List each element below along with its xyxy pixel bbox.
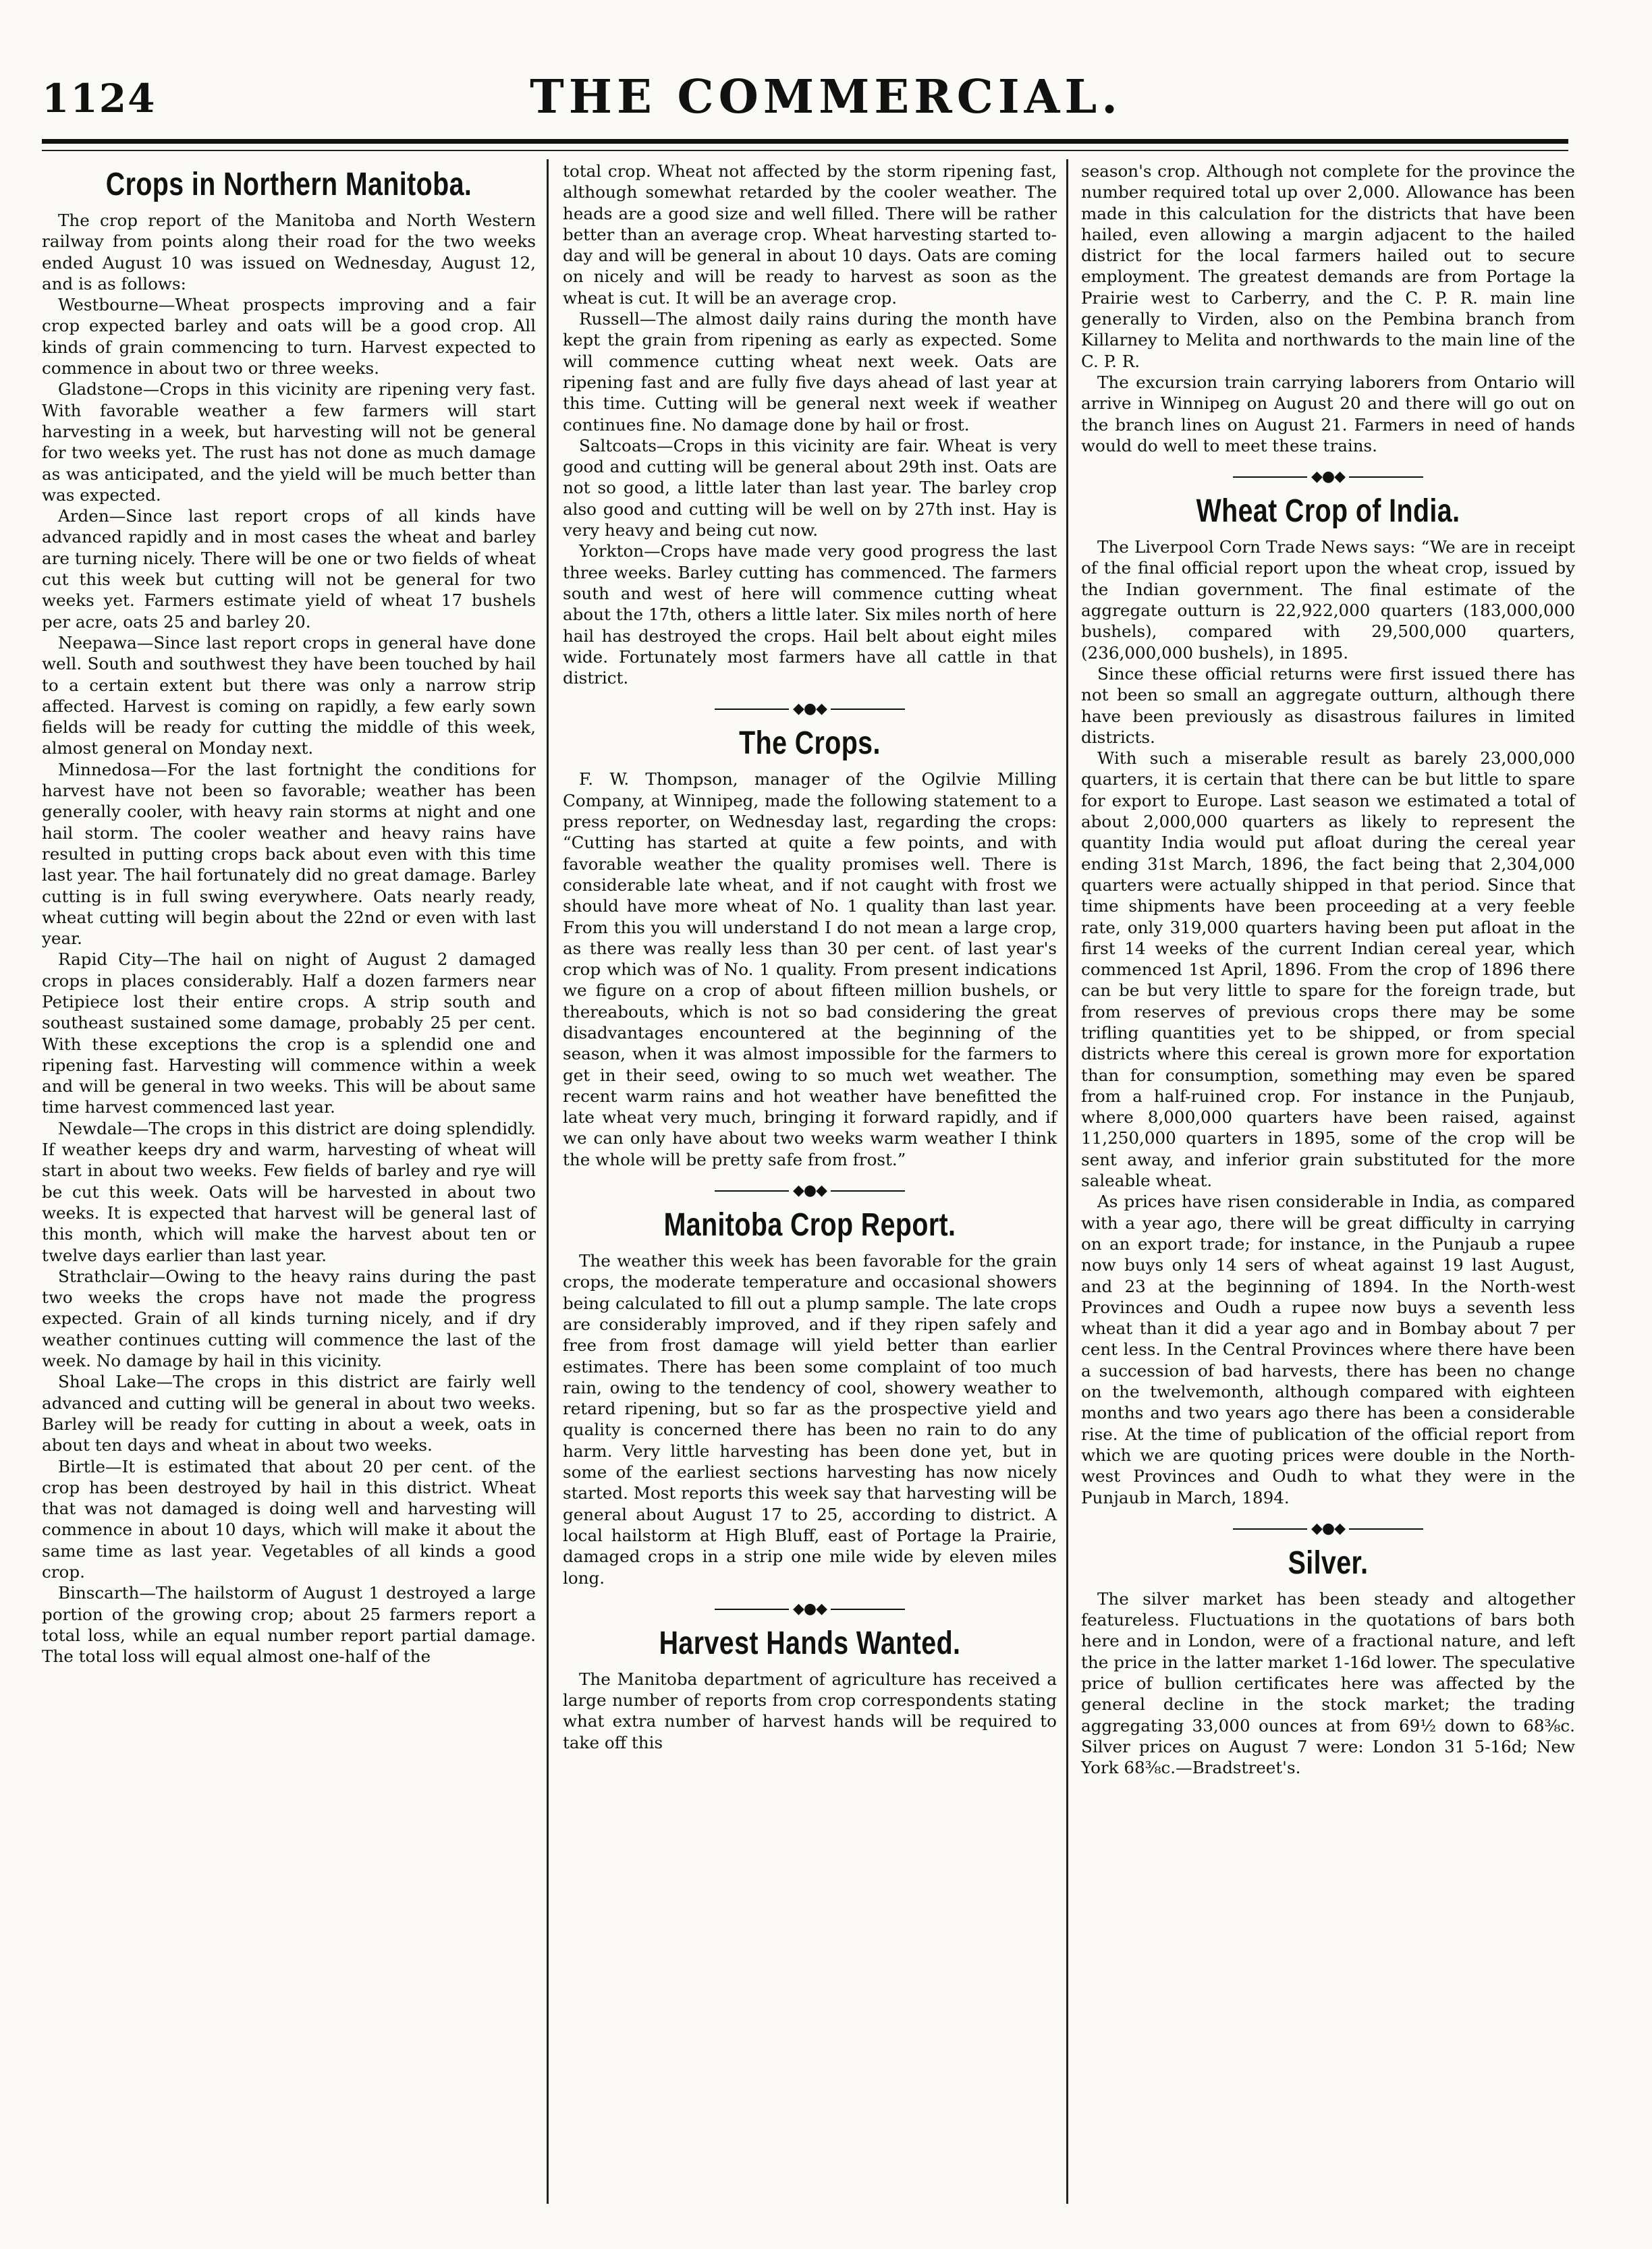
- masthead-rule: [42, 139, 1568, 144]
- column-2: [563, 161, 1057, 1753]
- article-separator: ◆●◆: [563, 1599, 1057, 1619]
- article-paragraph: Birtle—It is estimated that about 20 per cent. of the crop has been destroyed by hail in this district. Wheat that was not damaged is doing well and harvesting will commence in about 10 days, which will make it about the same time as last year. Vegetables of all kinds a good crop.: [42, 1456, 536, 1582]
- article-paragraph: Neepawa—Since last report crops in general have done well. South and southwest they have been touched by hail to a certain extent but there was only a narrow strip affected. Harvest is coming on rapidly, a few early sown fields will be ready for cutting the middle of this week, almost general on Monday next.: [42, 632, 536, 758]
- column-3: [1081, 161, 1575, 1778]
- article-paragraph: Rapid City—The hail on night of August 2 damaged crops in places considerably. Half a dozen farmers near Petipiece lost their entire crops. A strip south and southeast sustained some damage, probably 25 per cent. With these exceptions the crop is a splendid one and ripening fast. Harvesting will commence within a week and will be general in two weeks. This will be about same time harvest commenced last year.: [42, 949, 536, 1117]
- article-paragraph: Minnedosa—For the last fortnight the conditions for harvest have not been so favorable; weather has been generally cooler, with heavy rain storms at night and one hail storm. The cooler weather and heavy rains have resulted in putting crops back about even with this time last year. The hail fortunately did no great damage. Barley cutting is in full swing everywhere. Oats nearly ready, wheat cutting will begin about the 22nd or even with last year.: [42, 759, 536, 949]
- article-paragraph: The crop report of the Manitoba and North Western railway from points along their road for the two weeks ended August 10 was issued on Wednesday, August 12, and is as follows:: [42, 211, 536, 294]
- article-paragraph: Gladstone—Crops in this vicinity are ripening very fast. With favorable weather a few farmers will start harvesting in a week, but harvesting will not be general for two weeks yet. The rust has not done as much damage as was anticipated, and the yield will be much better than was expected.: [42, 379, 536, 505]
- article-separator: ◆●◆: [563, 1181, 1057, 1201]
- article-separator: ◆●◆: [1081, 467, 1575, 487]
- article-paragraph: Yorkton—Crops have made very good progress the last three weeks. Barley cutting has commenced. The farmers south and west of here will commence cutting wheat about the 17th, others a little later. Six miles north of here hail has destroyed the crops. Hail belt about eight miles wide. Fortunately most farmers have all cattle in that district.: [563, 541, 1057, 688]
- column-1: [42, 161, 536, 1667]
- page-number: 1124: [42, 76, 157, 121]
- article-paragraph: Russell—The almost daily rains during the month have kept the grain from ripening as early as expected. Some will commence cutting wheat next week. Oats are ripening fast and are fully five days ahead of last year at this time. Cutting will be general next week if weather continues fine. No damage done by hail or frost.: [563, 309, 1057, 435]
- article-paragraph: Newdale—The crops in this district are doing splendidly. If weather keeps dry and warm, harvesting of wheat will start in about two weeks. Few fields of barley and rye will be cut this week. Oats will be harvested in about two weeks. It is expected that harvest will be general last of this month, which will make the harvest about ten or twelve days earlier than last year.: [42, 1118, 536, 1265]
- article-headline: The Crops.: [739, 725, 881, 762]
- article-headline: Manitoba Crop Report.: [663, 1207, 956, 1244]
- article-paragraph: season's crop. Although not complete for the province the number required total up over 2,000. Allowance has been made in this calculation for the districts that have been hailed, even allowing a margin adjacent to the hailed district for the local farmers hailed out to secure employment. The greatest demands are from Portage la Prairie west to Carberry, and the C. P. R. main line generally to Virden, also on the Pembina branch from Killarney to Melita and northwards to the main line of the C. P. R.: [1081, 161, 1575, 371]
- article-paragraph: Saltcoats—Crops in this vicinity are fair. Wheat is very good and cutting will be general about 29th inst. Oats are not so good, a little later than last year. The barley crop also good and cutting will be well on by 27th inst. Hay is very heavy and being cut now.: [563, 435, 1057, 540]
- column-divider: [547, 159, 549, 2204]
- article-paragraph: Binscarth—The hailstorm of August 1 destroyed a large portion of the growing crop; about 25 farmers report a total loss, while an equal number report partial damage. The total loss will equal almost one-half of the: [42, 1583, 536, 1667]
- article-paragraph: Shoal Lake—The crops in this district are fairly well advanced and cutting will be general in about two weeks. Barley will be ready for cutting in about a week, oats in about ten days and wheat in about two weeks.: [42, 1372, 536, 1455]
- masthead: THE COMMERCIAL.: [530, 70, 1122, 124]
- article-headline: Wheat Crop of India.: [1196, 493, 1460, 530]
- article-paragraph: The excursion train carrying laborers from Ontario will arrive in Winnipeg on August 20 and there will go out on the branch lines on August 21. Farmers in need of hands would do well to meet these trains.: [1081, 372, 1575, 455]
- article-paragraph: Strathclair—Owing to the heavy rains during the past two weeks the crops have not made the progress expected. Grain of all kinds turning nicely, and if dry weather continues cutting will commence the last of the week. No damage by hail in this vicinity.: [42, 1266, 536, 1371]
- article-paragraph: Since these official returns were first issued there has not been so small an aggregate outturn, although there have been previously as disastrous failures in limited districts.: [1081, 663, 1575, 747]
- article-paragraph: With such a miserable result as barely 23,000,000 quarters, it is certain that there can be but little to spare for export to Europe. Last season we estimated a total of about 2,000,000 quarters as likely to represent the quantity India would put afloat during the cereal year ending 31st March, 1896, the fact being that 2,304,000 quarters were actually shipped in that period. Since that time shipments have been proceeding at a very feeble rate, only 319,000 quarters having been put afloat in the first 14 weeks of the current Indian cereal year, which commenced 1st April, 1896. From the crop of 1896 there can be but very little to spare for the foreign trade, but from reserves of previous crops there may be some trifling quantities yet to be shipped, or from special districts where this cereal is grown more for exportation than for consumption, something may even be spared from a half-ruined crop. For instance in the Punjaub, where 8,000,000 quarters have been raised, against 11,250,000 quarters in 1895, some of the crop will be sent away, and inferior grain substituted for the more saleable wheat.: [1081, 748, 1575, 1191]
- article-paragraph: The Liverpool Corn Trade News says: “We are in receipt of the final official report upon the wheat crop, issued by the Indian government. The final estimate of the aggregate outturn is 22,922,000 quarters (183,000,000 bushels), compared with 29,500,000 quarters, (236,000,000 bushels), in 1895.: [1081, 537, 1575, 663]
- article-headline: Harvest Hands Wanted.: [659, 1625, 961, 1661]
- masthead-rule-thin: [42, 150, 1568, 151]
- article-paragraph: The silver market has been steady and altogether featureless. Fluctuations in the quotations of bars both here and in London, were of a fractional nature, and left the price in the latter market 1-16d lower. The speculative price of bullion certificates here was affected by the general decline in the stock market; the trading aggregating 33,000 ounces at from 69½ down to 68⅜c. Silver prices on August 7 were: London 31 5-16d; New York 68⅜c.—Bradstreet's.: [1081, 1588, 1575, 1778]
- article-paragraph: Westbourne—Wheat prospects improving and a fair crop expected barley and oats will be a good crop. All kinds of grain commencing to turn. Harvest expected to commence in about two or three weeks.: [42, 295, 536, 379]
- article-paragraph: The Manitoba department of agriculture has received a large number of reports from crop correspondents stating what extra number of harvest hands will be required to take off this: [563, 1669, 1057, 1752]
- article-headline: Crops in Northern Manitoba.: [105, 167, 472, 202]
- article-paragraph: As prices have risen considerable in India, as compared with a year ago, there will be great difficulty in carrying on an export trade; for instance, in the Punjaub a rupee now buys only 14 sers of wheat against 19 last August, and 23 at the beginning of 1894. In the North-west Provinces and Oudh a rupee now buys a seventh less wheat than it did a year ago and in Bombay about 7 per cent less. In the Central Provinces where there have been a succession of bad harvests, there has been no change on the twelvemonth, although compared with eighteen months and two years ago there has been a considerable rise. At the time of publication of the official report from which we are quoting prices were double in the North-west Provinces and Oudh to what they were in the Punjaub in March, 1894.: [1081, 1192, 1575, 1507]
- article-headline: Silver.: [1288, 1545, 1369, 1581]
- article-paragraph: The weather this week has been favorable for the grain crops, the moderate temperature and occasional showers being calculated to fill out a plump sample. The late crops are considerably improved, and if they ripen safely and free from frost damage will yield better than earlier estimates. There has been some complaint of too much rain, owing to the tendency of cool, showery weather to retard ripening, but so far as the prospective yield and quality is concerned there has been no rain to do any harm. Very little harvesting has been done yet, but in some of the earliest sections harvesting has now nicely started. Most reports this week say that harvesting will be general about August 17 to 25, according to district. A local hailstorm at High Bluff, east of Portage la Prairie, damaged crops in a strip one mile wide by eleven miles long.: [563, 1251, 1057, 1588]
- column-divider: [1066, 159, 1068, 2204]
- article-paragraph: total crop. Wheat not affected by the storm ripening fast, although somewhat retarded by the cooler weather. The heads are a good size and well filled. There will be rather better than an average crop. Wheat harvesting started to-day and will be general in about 10 days. Oats are coming on nicely and will be ready to harvest as soon as the wheat is cut. It will be an average crop.: [563, 161, 1057, 308]
- article-paragraph: F. W. Thompson, manager of the Ogilvie Milling Company, at Winnipeg, made the following statement to a press reporter, on Wednesday last, regarding the crops: “Cutting has started at quite a few points, and with favorable weather the quality promises well. There is considerable late wheat, and if not caught with frost we should have more wheat of No. 1 quality than last year. From this you will understand I do not mean a large crop, as there was really less than 30 per cent. of last year's crop which was of No. 1 quality. From present indications we figure on a crop of about fifteen million bushels, or thereabouts, which is not so bad considering the great disadvantages encountered at the beginning of the season, when it was almost impossible for the farmers to get in their seed, owing to so much wet weather. The recent warm rains and hot weather have benefitted the late wheat very much, bringing it forward rapidly, and if we can only have about two weeks warm weather I think the whole will be pretty safe from frost.”: [563, 769, 1057, 1169]
- article-separator: ◆●◆: [563, 699, 1057, 719]
- article-separator: ◆●◆: [1081, 1519, 1575, 1539]
- article-paragraph: Arden—Since last report crops of all kinds have advanced rapidly and in most cases the wheat and barley are turning nicely. There will be one or two fields of wheat cut this week but cutting will not be general for two weeks yet. Farmers estimate yield of wheat 17 bushels per acre, oats 25 and barley 20.: [42, 506, 536, 632]
